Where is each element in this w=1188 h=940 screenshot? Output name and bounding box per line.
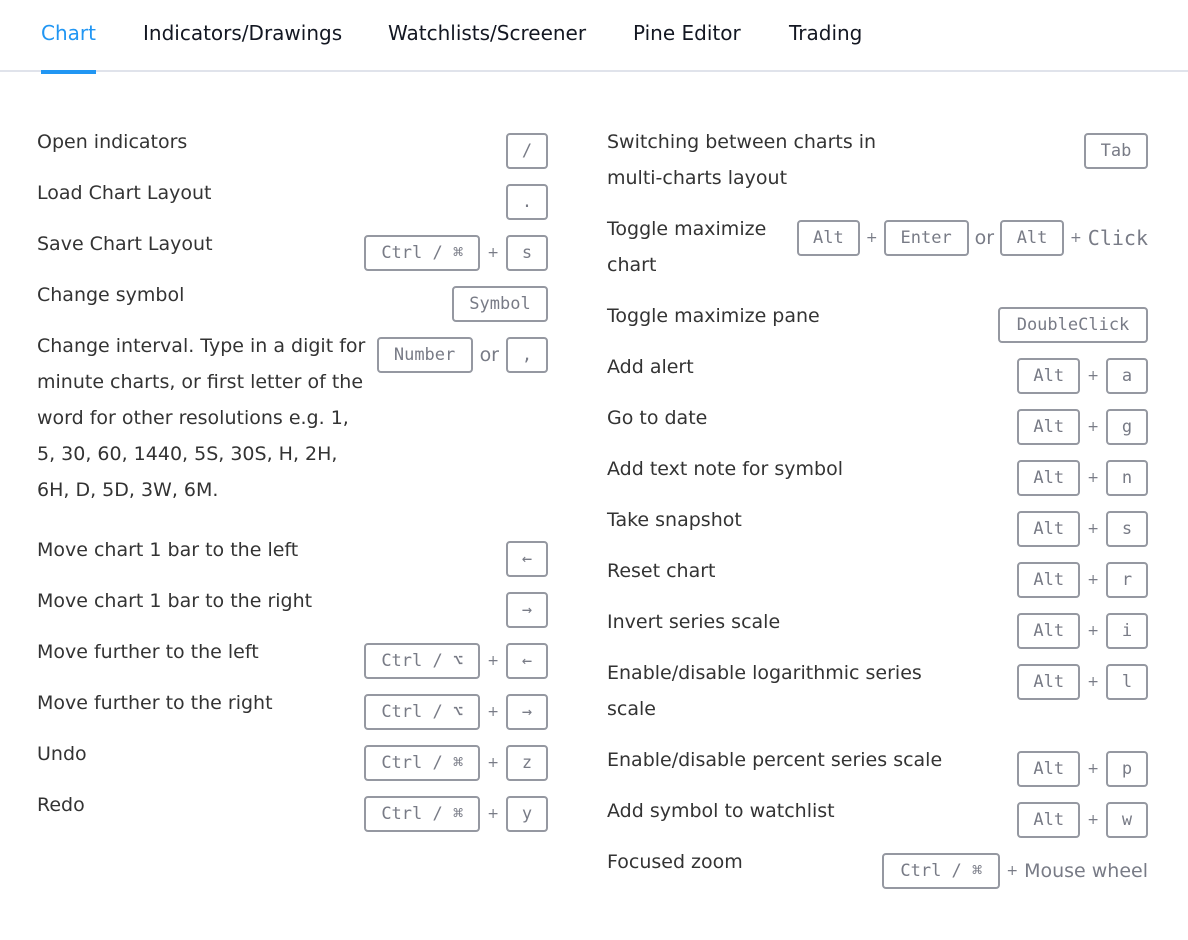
- shortcut-keys: [506, 183, 548, 221]
- key-cap: Number: [377, 337, 473, 373]
- shortcut-label: Invert series scale: [607, 611, 781, 633]
- shortcut-keys: [1084, 132, 1148, 170]
- shortcut-row: [37, 787, 548, 838]
- plus-separator: +: [1087, 674, 1099, 690]
- shortcut-label: Change interval. Type in a digit for minute charts, or first letter of the word for other resolutions e.g. 1, 5, 30, 60, 1440, 5S, 30S, H, 2H, 6H, D, 5D, 3W, 6M.: [37, 335, 366, 501]
- shortcut-row: [607, 604, 1148, 655]
- shortcut-keys: [1017, 561, 1148, 599]
- key-cap: r: [1106, 562, 1148, 598]
- shortcut-label: Redo: [37, 794, 85, 816]
- shortcut-row: [607, 502, 1148, 553]
- shortcut-row: [607, 553, 1148, 604]
- shortcut-keys: [364, 795, 548, 833]
- key-cap: z: [506, 745, 548, 781]
- shortcut-keys: [506, 540, 548, 578]
- shortcut-keys: [998, 306, 1148, 344]
- shortcut-keys: [1017, 357, 1148, 395]
- shortcut-label: Reset chart: [607, 560, 716, 582]
- shortcut-label: Add text note for symbol: [607, 458, 843, 480]
- shortcut-row: [607, 400, 1148, 451]
- key-cap: Ctrl / ⌥: [364, 694, 480, 730]
- shortcut-row: [37, 175, 548, 226]
- shortcut-label: Take snapshot: [607, 509, 742, 531]
- shortcut-label: Move further to the right: [37, 692, 273, 714]
- shortcut-keys: [452, 285, 548, 323]
- shortcut-row: [37, 277, 548, 328]
- shortcut-label: Add symbol to watchlist: [607, 800, 835, 822]
- plus-separator: +: [865, 230, 878, 246]
- click-text: Click: [1087, 226, 1148, 250]
- key-cap: s: [1106, 511, 1148, 547]
- shortcut-label: Toggle maximize chart: [607, 218, 767, 276]
- key-cap: ←: [506, 541, 548, 577]
- shortcut-row: [37, 634, 548, 685]
- or-separator: or: [974, 227, 995, 249]
- shortcut-keys: [506, 591, 548, 629]
- shortcut-row: [37, 685, 548, 736]
- key-cap: Alt: [1017, 562, 1080, 598]
- shortcut-keys: [1017, 663, 1148, 701]
- key-cap: Ctrl / ⌘: [364, 235, 480, 271]
- plus-separator: +: [1087, 470, 1099, 486]
- key-cap: s: [506, 235, 548, 271]
- key-cap: Alt: [797, 220, 860, 256]
- shortcut-keys: [1017, 408, 1148, 446]
- shortcut-keys: [1017, 510, 1148, 548]
- plus-separator: +: [1070, 230, 1082, 246]
- key-cap: Alt: [1017, 460, 1080, 496]
- key-cap: /: [506, 133, 548, 169]
- plus-separator: +: [487, 755, 499, 771]
- shortcut-keys: [364, 693, 548, 731]
- shortcut-label: Undo: [37, 743, 87, 765]
- shortcut-keys: [1017, 750, 1148, 788]
- shortcut-label: Toggle maximize pane: [607, 305, 820, 327]
- key-cap: Alt: [1017, 613, 1080, 649]
- shortcut-row: [37, 124, 548, 175]
- shortcut-label: Add alert: [607, 356, 694, 378]
- key-cap: w: [1106, 802, 1148, 838]
- shortcut-keys: [364, 234, 548, 272]
- shortcut-keys: [1017, 801, 1148, 839]
- key-cap: ←: [506, 643, 548, 679]
- key-cap: n: [1106, 460, 1148, 496]
- shortcut-row: [607, 742, 1148, 793]
- key-cap: Alt: [1017, 664, 1080, 700]
- shortcut-label: Change symbol: [37, 284, 185, 306]
- key-cap: .: [506, 184, 548, 220]
- key-cap: Alt: [1017, 511, 1080, 547]
- key-cap: i: [1106, 613, 1148, 649]
- shortcut-label: Focused zoom: [607, 851, 743, 873]
- plus-separator: +: [1087, 623, 1099, 639]
- plus-separator: +: [1087, 368, 1099, 384]
- plus-separator: +: [487, 245, 499, 261]
- key-cap: Ctrl / ⌘: [882, 853, 1000, 889]
- shortcut-label: Enable/disable percent series scale: [607, 749, 943, 771]
- shortcut-keys: [364, 642, 548, 680]
- plus-separator: +: [487, 806, 499, 822]
- shortcut-row: [607, 793, 1148, 844]
- tab-bar: [0, 0, 1188, 72]
- tab-watchlists-screener[interactable]: Watchlists/Screener: [388, 21, 587, 45]
- shortcut-row: [37, 583, 548, 634]
- key-cap: y: [506, 796, 548, 832]
- or-separator: or: [479, 344, 499, 366]
- plus-separator: +: [1087, 812, 1099, 828]
- shortcut-row: [37, 736, 548, 787]
- shortcut-row: [37, 226, 548, 277]
- tab-chart[interactable]: Chart: [41, 0, 96, 72]
- key-cap: →: [506, 694, 548, 730]
- shortcut-keys: [364, 744, 548, 782]
- key-cap: →: [506, 592, 548, 628]
- shortcut-label: Move chart 1 bar to the left: [37, 539, 299, 561]
- shortcut-row: [607, 211, 1148, 298]
- shortcut-label: Load Chart Layout: [37, 182, 212, 204]
- shortcut-row: [607, 655, 1148, 742]
- key-cap: a: [1106, 358, 1148, 394]
- key-cap: Enter: [884, 220, 969, 256]
- mouse-wheel-text: Mouse wheel: [1024, 860, 1148, 882]
- shortcut-row: [607, 124, 1148, 211]
- shortcut-label: Go to date: [607, 407, 708, 429]
- shortcut-keys: [882, 852, 1148, 890]
- key-cap: p: [1106, 751, 1148, 787]
- shortcut-row: [607, 844, 1148, 895]
- key-cap: Tab: [1084, 133, 1148, 169]
- key-cap: Ctrl / ⌥: [364, 643, 480, 679]
- tab-trading[interactable]: Trading: [789, 21, 863, 45]
- key-cap: Alt: [1017, 358, 1080, 394]
- plus-separator: +: [1087, 572, 1099, 588]
- key-cap: g: [1106, 409, 1148, 445]
- shortcut-row: [37, 328, 548, 514]
- key-cap: ,: [506, 337, 548, 373]
- shortcut-row: [607, 349, 1148, 400]
- key-cap: Alt: [1017, 409, 1080, 445]
- plus-separator: +: [487, 704, 499, 720]
- plus-separator: +: [487, 653, 499, 669]
- shortcut-keys: [377, 336, 548, 374]
- shortcut-row: [37, 532, 548, 583]
- plus-separator: +: [1087, 521, 1099, 537]
- shortcut-keys: [797, 219, 1148, 257]
- key-cap: DoubleClick: [998, 307, 1148, 343]
- shortcut-label: Save Chart Layout: [37, 233, 213, 255]
- shortcut-label: Enable/disable logarithmic series scale: [607, 662, 922, 720]
- key-cap: l: [1106, 664, 1148, 700]
- key-cap: Ctrl / ⌘: [364, 745, 480, 781]
- plus-separator: +: [1006, 863, 1019, 879]
- plus-separator: +: [1087, 419, 1099, 435]
- shortcut-label: Move further to the left: [37, 641, 259, 663]
- shortcut-label: Move chart 1 bar to the right: [37, 590, 313, 612]
- tab-indicators-drawings[interactable]: Indicators/Drawings: [143, 21, 343, 45]
- shortcut-label: Switching between charts in multi-charts layout: [607, 131, 877, 189]
- key-cap: Symbol: [452, 286, 548, 322]
- shortcut-row: [607, 298, 1148, 349]
- key-cap: Alt: [1000, 220, 1064, 256]
- key-cap: Ctrl / ⌘: [364, 796, 480, 832]
- shortcut-row: [607, 451, 1148, 502]
- plus-separator: +: [1087, 761, 1099, 777]
- shortcut-keys: [506, 132, 548, 170]
- shortcut-keys: [1017, 612, 1148, 650]
- shortcut-label: Open indicators: [37, 131, 188, 153]
- tab-pine-editor[interactable]: Pine Editor: [633, 21, 741, 45]
- shortcut-keys: [1017, 459, 1148, 497]
- key-cap: Alt: [1017, 802, 1080, 838]
- key-cap: Alt: [1017, 751, 1080, 787]
